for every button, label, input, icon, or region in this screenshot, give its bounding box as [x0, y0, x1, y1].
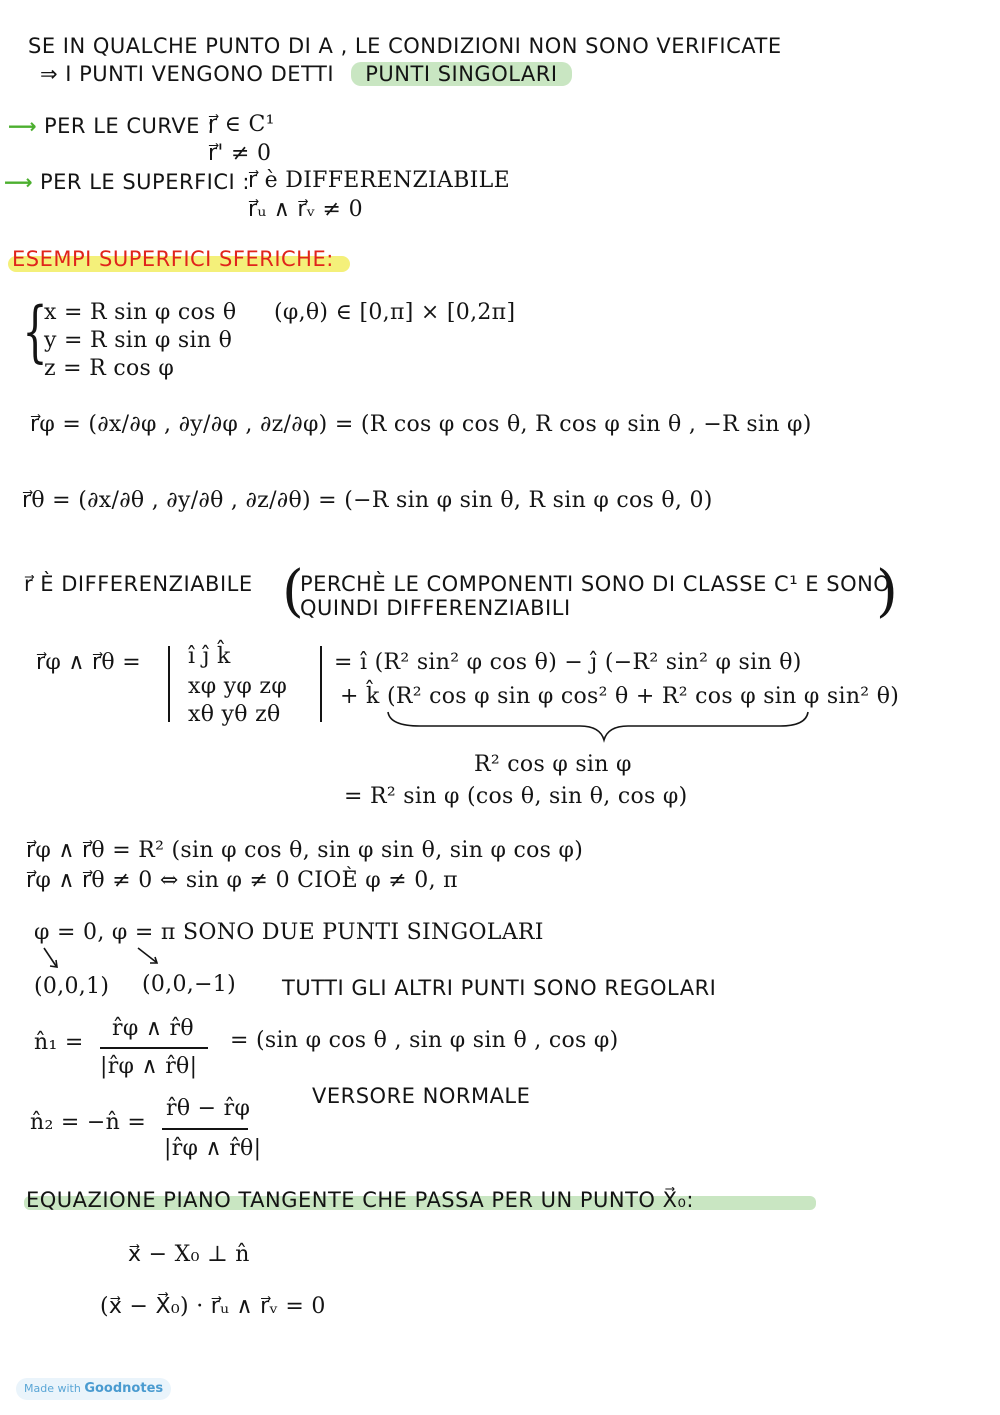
goodnotes-badge	[16, 1378, 171, 1400]
singular-points-highlight: PUNTI SINGOLARI	[351, 62, 571, 86]
tangent-plane-heading: EQUAZIONE PIANO TANGENTE CHE PASSA PER UN PUNTO X⃗₀:	[26, 1188, 695, 1212]
regular-points-statement: TUTTI GLI ALTRI PUNTI SONO REGOLARI	[282, 976, 717, 1000]
underbrace-note: R² cos φ sin φ	[474, 752, 632, 777]
n1-rhs: = (sin φ cos θ , sin φ sin θ , cos φ)	[230, 1028, 619, 1053]
surfaces-label: PER LE SUPERFICI :	[40, 170, 250, 194]
north-pole-point: (0,0,1)	[34, 974, 110, 999]
n1-denominator: |r̂φ ∧ r̂θ|	[100, 1054, 198, 1079]
param-x: x = R sin φ cos θ	[44, 300, 237, 325]
param-z: z = R cos φ	[44, 356, 175, 381]
determinant-row-1: î ĵ k̂	[188, 644, 231, 669]
cross-product-lhs: r⃗φ ∧ r⃗θ =	[36, 650, 141, 675]
cross-product-summary: r⃗φ ∧ r⃗θ = R² (sin φ cos θ, sin φ sin θ, sin φ cos φ)	[26, 838, 584, 863]
n2-numerator: r̂θ − r̂φ	[166, 1096, 251, 1121]
singular-points-statement: φ = 0, φ = π SONO DUE PUNTI SINGOLARI	[34, 920, 544, 945]
right-paren-icon: )	[876, 559, 898, 624]
fraction-bar	[162, 1128, 248, 1130]
singular-condition-line: SE IN QUALCHE PUNTO DI A , LE CONDIZIONI NON SONO VERIFICATE	[28, 34, 782, 58]
tangent-equation: (x⃗ − X⃗₀) · r⃗ᵤ ∧ r⃗ᵥ = 0	[100, 1294, 326, 1319]
fraction-bar	[100, 1047, 208, 1049]
surfaces-condition-1: r⃗ è DIFFERENZIABILE	[248, 168, 510, 193]
r-theta-derivative: r⃗θ = (∂x/∂θ , ∂y/∂θ , ∂z/∂θ) = (−R sin φ sin θ, R sin φ cos θ, 0)	[22, 488, 713, 513]
examples-heading: ESEMPI SUPERFICI SFERICHE:	[12, 247, 334, 271]
determinant-row-2: xφ yφ zφ	[188, 674, 288, 699]
cross-product-expansion-2: + k̂ (R² cos φ sin φ cos² θ + R² cos φ sin φ sin² θ)	[340, 684, 900, 709]
consequence-text: ⇒ I PUNTI VENGONO DETTI	[40, 62, 335, 86]
cross-product-expansion-1: = î (R² sin² φ cos θ) − ĵ (−R² sin² φ sin θ)	[334, 650, 802, 675]
green-arrow-icon: ⟶	[8, 114, 37, 138]
differentiable-conclusion: QUINDI DIFFERENZIABILI	[300, 596, 571, 620]
surfaces-condition-2: r⃗ᵤ ∧ r⃗ᵥ ≠ 0	[248, 197, 363, 222]
curves-label: PER LE CURVE :	[44, 114, 215, 138]
differentiable-claim: r⃗ È DIFFERENZIABILE	[24, 572, 253, 596]
left-paren-icon: (	[282, 559, 304, 624]
south-pole-point: (0,0,−1)	[142, 972, 236, 997]
curves-condition-2: r⃗' ≠ 0	[208, 141, 272, 166]
normal-vector-label: VERSORE NORMALE	[312, 1084, 531, 1108]
made-with-label: Made with	[24, 1382, 81, 1395]
param-domain: (φ,θ) ∈ [0,π] × [0,2π]	[274, 300, 516, 325]
n1-numerator: r̂φ ∧ r̂θ	[112, 1016, 194, 1041]
n2-denominator: |r̂φ ∧ r̂θ|	[164, 1136, 262, 1161]
n2-lhs: n̂₂ = −n̂ =	[30, 1110, 147, 1135]
tangent-condition: x⃗ − X₀ ⊥ n̂	[128, 1242, 250, 1267]
determinant-row-3: xθ yθ zθ	[188, 702, 281, 727]
param-y: y = R sin φ sin θ	[44, 328, 233, 353]
left-brace-icon: {	[22, 293, 48, 370]
green-arrow-icon: ⟶	[4, 170, 33, 194]
curves-condition-1: r⃗ ∈ C¹	[208, 112, 275, 137]
cross-product-result: = R² sin φ (cos θ, sin θ, cos φ)	[344, 784, 688, 809]
r-phi-derivative: r⃗φ = (∂x/∂φ , ∂y/∂φ , ∂z/∂φ) = (R cos φ cos θ, R cos φ sin θ , −R sin φ)	[30, 412, 812, 437]
n1-lhs: n̂₁ =	[34, 1030, 84, 1055]
goodnotes-brand: Goodnotes	[84, 1381, 164, 1396]
differentiable-reason: PERCHÈ LE COMPONENTI SONO DI CLASSE C¹ E SONO	[300, 572, 891, 596]
cross-product-nonzero: r⃗φ ∧ r⃗θ ≠ 0 ⇔ sin φ ≠ 0 CIOÈ φ ≠ 0, π	[26, 868, 458, 893]
